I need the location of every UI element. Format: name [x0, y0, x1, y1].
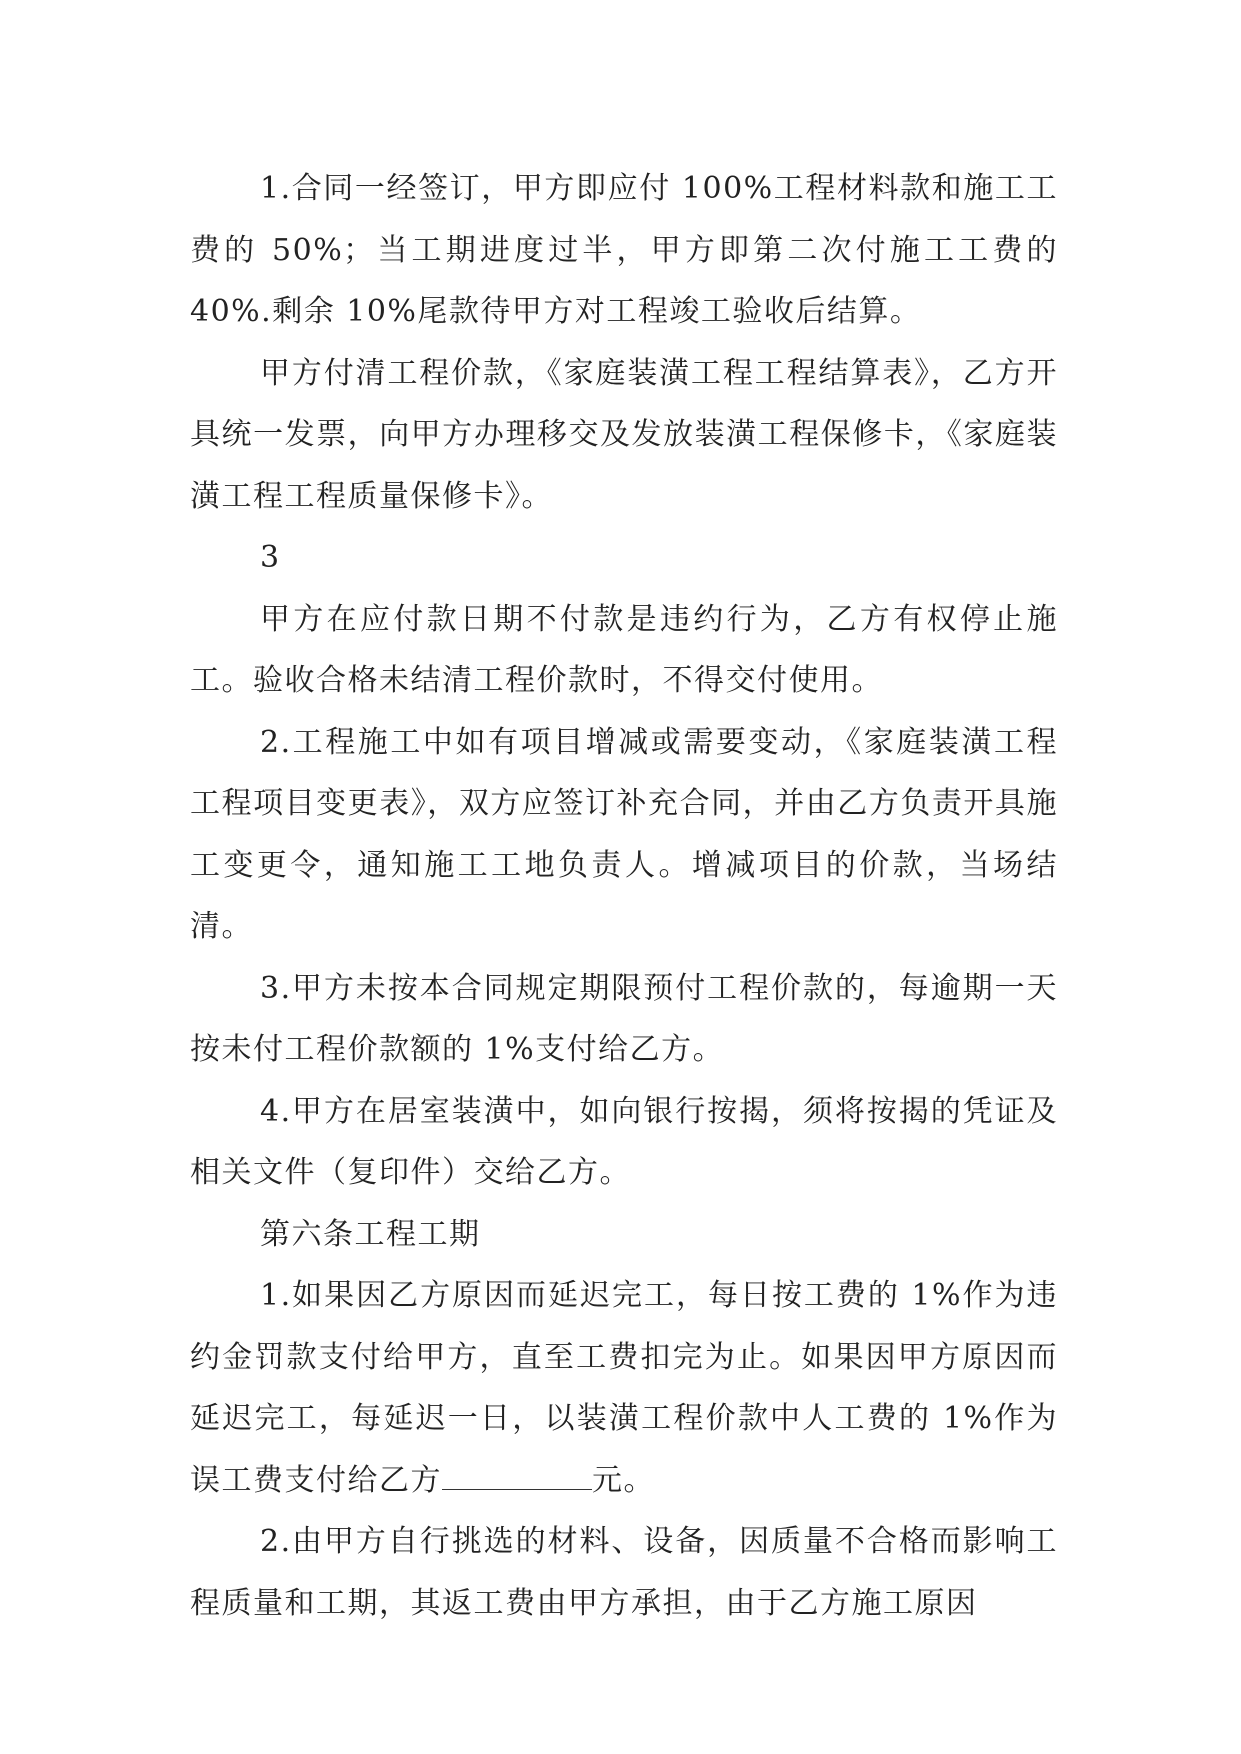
delay-penalty-text: 1.如果因乙方原因而延迟完工，每日按工费的 1%作为违约金罚款支付给甲方，直至工费扣完为止。如果因甲方原因而延迟完工，每延迟一日，以装潢工程价款中人工费的 1%作为误工费支付给乙方	[190, 1278, 1058, 1498]
amount-blank-line	[442, 1463, 592, 1490]
paragraph-settlement: 甲方付清工程价款，《家庭装潢工程工程结算表》，乙方开具统一发票，向甲方办理移交及发放装潢工程保修卡，《家庭装潢工程工程质量保修卡》。	[190, 355, 1058, 514]
paragraph-number-3: 3	[260, 540, 281, 575]
section-heading-article-6: 第六条工程工期	[260, 1216, 481, 1252]
paragraph-overdue-penalty: 3.甲方未按本合同规定期限预付工程价款的，每逾期一天按未付工程价款额的 1%支付给乙方。	[190, 970, 1058, 1067]
paragraph-payment-schedule: 1.合同一经签订，甲方即应付 100%工程材料款和施工工费的 50%；当工期进度过半，甲方即第二次付施工工费的 40%.剩余 10%尾款待甲方对工程竣工验收后结算。	[190, 171, 1058, 329]
paragraph-material-quality: 2.由甲方自行挑选的材料、设备，因质量不合格而影响工程质量和工期，其返工费由甲方承担，由于乙方施工原因	[190, 1524, 1058, 1621]
paragraph-project-changes: 2.工程施工中如有项目增减或需要变动，《家庭装潢工程工程项目变更表》，双方应签订补充合同，并由乙方负责开具施工变更令，通知施工工地负责人。增减项目的价款，当场结清。	[190, 724, 1058, 944]
document-page	[190, 158, 1058, 1634]
paragraph-mortgage-documents: 4.甲方在居室装潢中，如向银行按揭，须将按揭的凭证及相关文件（复印件）交给乙方。	[190, 1093, 1058, 1190]
delay-penalty-unit: 元。	[592, 1462, 655, 1498]
paragraph-delay-penalty	[190, 1265, 1058, 1511]
paragraph-late-payment-breach: 甲方在应付款日期不付款是违约行为，乙方有权停止施工。验收合格未结清工程价款时，不得交付使用。	[190, 601, 1058, 698]
